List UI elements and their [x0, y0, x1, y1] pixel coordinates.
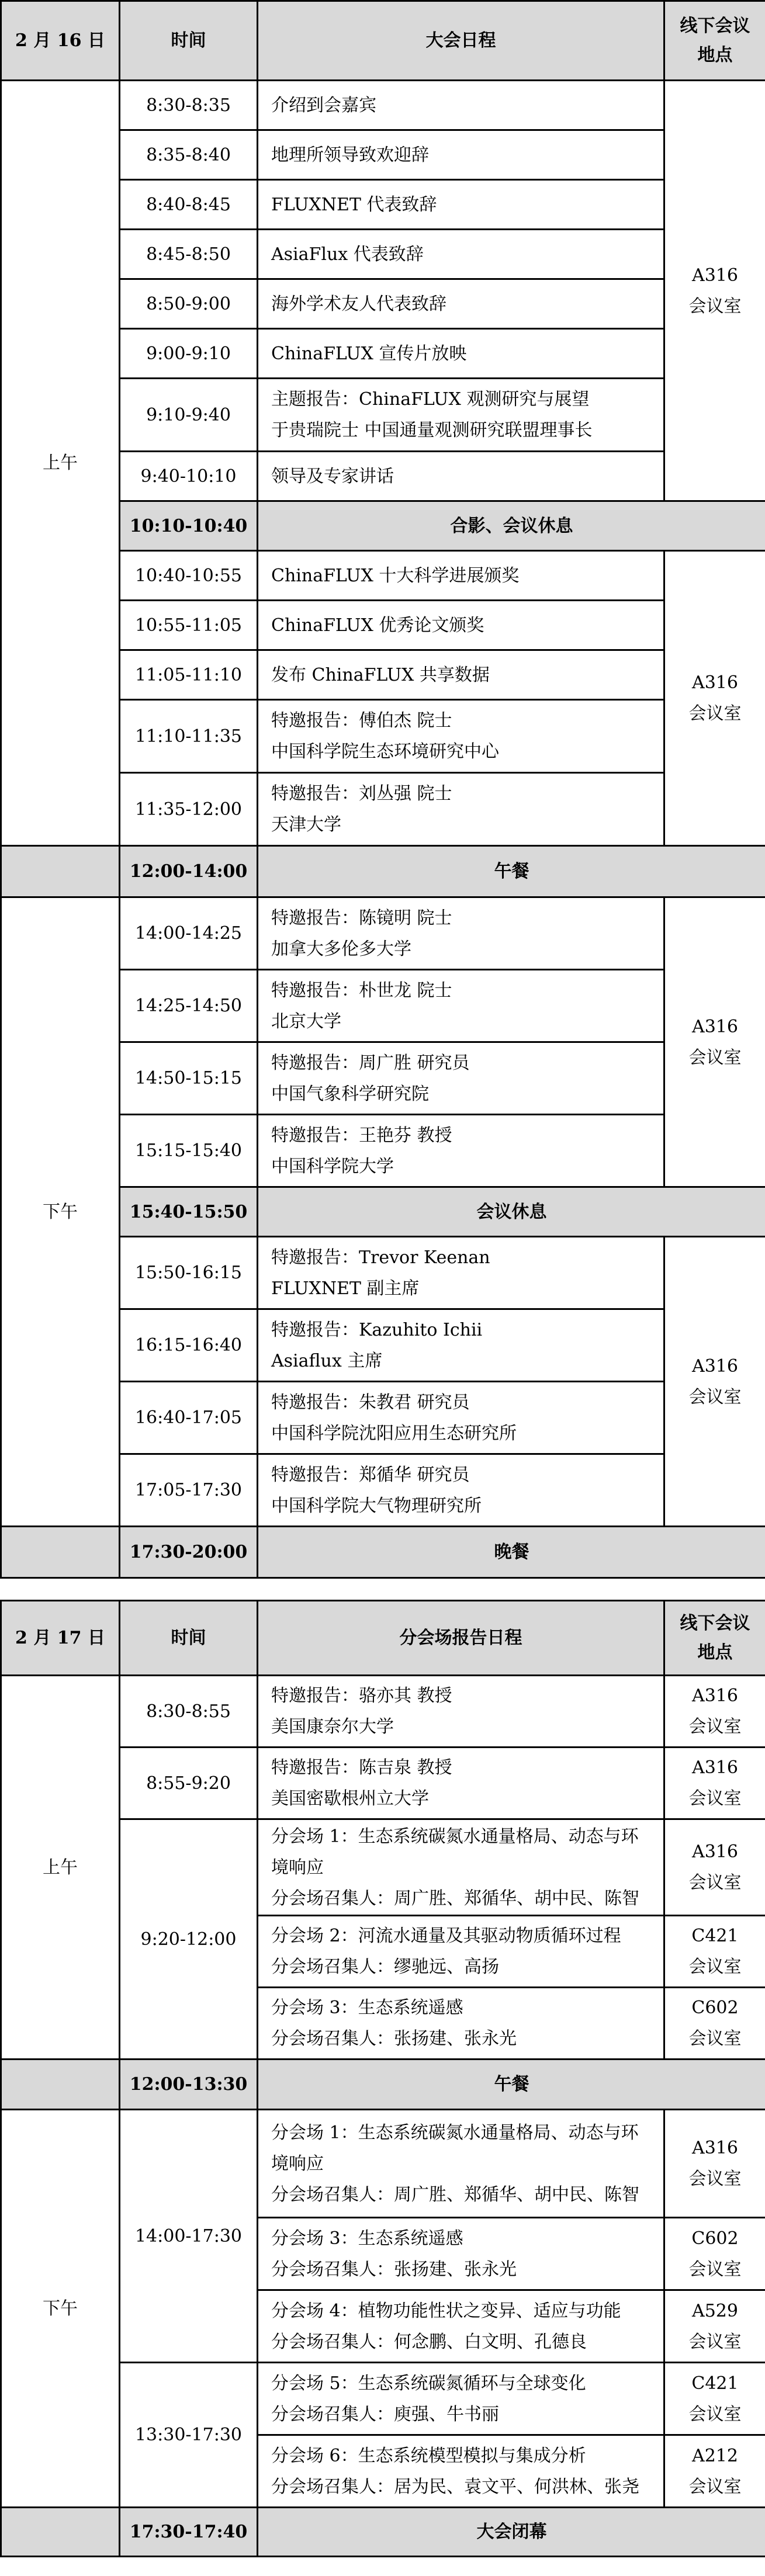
agenda-item-line1: 特邀报告：陈吉泉 教授	[271, 1757, 452, 1778]
venue-room: A316	[692, 1686, 738, 1706]
time-cell: 8:35-8:40	[120, 130, 258, 180]
venue-suffix: 会议室	[688, 2029, 742, 2049]
venue-cell	[664, 1916, 765, 1988]
time-cell: 8:30-8:55	[120, 1676, 258, 1748]
agenda-item-line2: 于贵瑞院士 中国通量观测研究联盟理事长	[271, 420, 593, 441]
agenda-item-line2: 中国气象科学研究院	[271, 1083, 429, 1104]
time-cell: 9:40-10:10	[120, 452, 258, 501]
table-row	[1, 897, 765, 970]
agenda-item-line2: 分会场召集人：居为民、袁文平、何洪林、张尧	[271, 2476, 639, 2497]
venue-room: A316	[692, 1842, 738, 1862]
agenda-item-line1: 特邀报告：Trevor Keenan	[271, 1247, 490, 1268]
agenda-item-line2: 中国科学院生态环境研究中心	[271, 741, 499, 762]
agenda-item	[258, 1454, 664, 1527]
agenda-item-line2: 中国科学院大学	[271, 1156, 394, 1177]
venue-cell	[664, 1748, 765, 1819]
agenda-item	[258, 2435, 664, 2508]
time-cell: 15:15-15:40	[120, 1115, 258, 1187]
agenda-item	[258, 1309, 664, 1382]
agenda-item-line1: 特邀报告：傅伯杰 院士	[271, 710, 452, 731]
venue-cell	[664, 1676, 765, 1748]
venue-cell	[664, 1237, 765, 1527]
agenda-item-line2: 境响应	[271, 1857, 324, 1878]
venue-suffix: 会议室	[688, 703, 742, 724]
time-cell: 8:50-9:00	[120, 279, 258, 329]
morning-label: 上午	[1, 81, 120, 846]
agenda-item	[258, 700, 664, 773]
venue-room: A316	[692, 672, 738, 693]
agenda-item	[258, 1115, 664, 1187]
venue-cell	[664, 2218, 765, 2290]
agenda-item-line1: 分会场 2：河流水通量及其驱动物质循环过程	[271, 1926, 621, 1946]
table-row	[1, 1676, 765, 1748]
break-spacer	[1, 1527, 120, 1578]
venue-room: A316	[692, 1016, 738, 1037]
agenda-item-line1: 特邀报告：朴世龙 院士	[271, 980, 452, 1001]
agenda-item-line1: 分会场 5：生态系统碳氮循环与全球变化	[271, 2373, 586, 2394]
agenda-item-line2: 天津大学	[271, 814, 341, 835]
venue-suffix: 会议室	[688, 1386, 742, 1407]
agenda-item-line1: 主题报告：ChinaFLUX 观测研究与展望	[271, 389, 590, 410]
agenda-item-line1: 特邀报告：陈镜明 院士	[271, 907, 452, 928]
break-label: 大会闭幕	[258, 2508, 765, 2557]
break-time: 15:40-15:50	[120, 1187, 258, 1237]
time-header: 时间	[120, 1601, 258, 1676]
time-cell: 15:50-16:15	[120, 1237, 258, 1309]
agenda-item	[258, 897, 664, 970]
venue-cell	[664, 551, 765, 846]
venue-suffix: 会议室	[688, 1717, 742, 1737]
venue-header-line1: 线下会议	[680, 15, 750, 36]
time-cell: 10:40-10:55	[120, 551, 258, 601]
break-label: 午餐	[258, 2060, 765, 2110]
agenda-item: ChinaFLUX 宣传片放映	[258, 329, 664, 379]
agenda-item-line1: 分会场 6：生态系统模型模拟与集成分析	[271, 2445, 586, 2466]
agenda-item-line1: 特邀报告：Kazuhito Ichii	[271, 1319, 483, 1340]
agenda-item-line2: 中国科学院大气物理研究所	[271, 1495, 482, 1516]
agenda-item-line2: 分会场召集人：张扬建、张永光	[271, 2259, 517, 2280]
venue-cell	[664, 1988, 765, 2060]
venue-room: A316	[692, 265, 738, 286]
time-cell: 8:30-8:35	[120, 81, 258, 130]
agenda-item-line2: 中国科学院沈阳应用生态研究所	[271, 1423, 517, 1444]
agenda-item-line1: 分会场 1：生态系统碳氮水通量格局、动态与环	[271, 1826, 639, 1847]
venue-header-line1: 线下会议	[680, 1613, 750, 1634]
venue-room: A316	[692, 1757, 738, 1778]
time-cell: 16:15-16:40	[120, 1309, 258, 1382]
agenda-item-line1: 特邀报告：刘丛强 院士	[271, 783, 452, 804]
venue-header	[664, 1, 765, 81]
agenda-item-line2: 分会场召集人：何念鹏、白文明、孔德良	[271, 2331, 587, 2352]
agenda-item-line2: 分会场召集人：庾强、牛书丽	[271, 2404, 499, 2425]
venue-suffix: 会议室	[688, 2331, 742, 2352]
venue-suffix: 会议室	[688, 1047, 742, 1068]
venue-suffix: 会议室	[688, 2169, 742, 2189]
time-header: 时间	[120, 1, 258, 81]
date-header: 2 月 16 日	[1, 1, 120, 81]
agenda-item-line2: 北京大学	[271, 1011, 341, 1032]
agenda-item	[258, 1382, 664, 1454]
time-cell: 8:40-8:45	[120, 180, 258, 230]
venue-cell	[664, 81, 765, 501]
time-cell: 8:45-8:50	[120, 230, 258, 279]
time-cell: 9:00-9:10	[120, 329, 258, 379]
table-row	[1, 81, 765, 130]
agenda-item	[258, 1819, 664, 1916]
agenda-item-line1: 特邀报告：周广胜 研究员	[271, 1052, 470, 1073]
agenda-item: 发布 ChinaFLUX 共享数据	[258, 650, 664, 700]
time-cell: 11:10-11:35	[120, 700, 258, 773]
agenda-item-line2: 美国密歇根州立大学	[271, 1788, 429, 1809]
agenda-item: 领导及专家讲话	[258, 452, 664, 501]
agenda-header: 大会日程	[258, 1, 664, 81]
agenda-item: AsiaFlux 代表致辞	[258, 230, 664, 279]
venue-room: A212	[692, 2445, 738, 2466]
agenda-item-line1: 分会场 4：植物功能性状之变异、适应与功能	[271, 2300, 621, 2321]
time-cell: 14:25-14:50	[120, 970, 258, 1042]
agenda-item-line3: 分会场召集人：周广胜、郑循华、胡中民、陈智	[271, 1888, 639, 1909]
venue-cell	[664, 2435, 765, 2508]
break-time: 12:00-13:30	[120, 2060, 258, 2110]
agenda-item-line1: 特邀报告：郑循华 研究员	[271, 1464, 470, 1485]
venue-suffix: 会议室	[688, 2476, 742, 2497]
venue-suffix: 会议室	[688, 1873, 742, 1893]
time-cell: 17:05-17:30	[120, 1454, 258, 1527]
time-cell: 9:20-12:00	[120, 1819, 258, 2060]
agenda-item	[258, 970, 664, 1042]
venue-suffix: 会议室	[688, 1788, 742, 1809]
time-cell: 11:35-12:00	[120, 773, 258, 846]
agenda-item-line2: 分会场召集人：张扬建、张永光	[271, 2029, 517, 2049]
break-spacer	[1, 2060, 120, 2110]
afternoon-label: 下午	[1, 897, 120, 1527]
agenda-item	[258, 1042, 664, 1115]
agenda-item	[258, 2110, 664, 2218]
venue-header-line2: 地点	[697, 1642, 733, 1663]
time-cell: 16:40-17:05	[120, 1382, 258, 1454]
agenda-item	[258, 379, 664, 452]
agenda-item-line1: 分会场 3：生态系统遥感	[271, 1998, 463, 2018]
break-label: 午餐	[258, 846, 765, 897]
agenda-item	[258, 1237, 664, 1309]
break-time: 17:30-17:40	[120, 2508, 258, 2557]
venue-suffix: 会议室	[688, 2259, 742, 2280]
break-label: 晚餐	[258, 1527, 765, 1578]
time-cell: 11:05-11:10	[120, 650, 258, 700]
agenda-item-line1: 特邀报告：骆亦其 教授	[271, 1686, 452, 1706]
afternoon-label: 下午	[1, 2110, 120, 2508]
venue-cell	[664, 2290, 765, 2363]
agenda-item-line2: 美国康奈尔大学	[271, 1717, 394, 1737]
venue-cell	[664, 2363, 765, 2435]
break-label: 会议休息	[258, 1187, 765, 1237]
agenda-item: 海外学术友人代表致辞	[258, 279, 664, 329]
agenda-item	[258, 2218, 664, 2290]
agenda-item-line2: 加拿大多伦多大学	[271, 938, 411, 959]
agenda-item: ChinaFLUX 优秀论文颁奖	[258, 601, 664, 650]
time-cell: 13:30-17:30	[120, 2363, 258, 2508]
venue-room: C421	[691, 1926, 739, 1946]
agenda-item	[258, 1988, 664, 2060]
venue-cell	[664, 1819, 765, 1916]
break-row	[1, 2508, 765, 2557]
venue-suffix: 会议室	[688, 1957, 742, 1977]
day2-header-row	[1, 1601, 765, 1676]
venue-header-line2: 地点	[697, 44, 733, 65]
time-cell: 14:00-17:30	[120, 2110, 258, 2363]
agenda-item-line2: Asiaflux 主席	[271, 1350, 383, 1371]
venue-room: A316	[692, 2138, 738, 2158]
venue-room: A529	[692, 2300, 738, 2321]
venue-room: C421	[691, 2373, 739, 2394]
agenda-item-line3: 分会场召集人：周广胜、郑循华、胡中民、陈智	[271, 2184, 639, 2205]
break-row	[1, 1527, 765, 1578]
table-row	[1, 2110, 765, 2218]
agenda-item-line1: 特邀报告：朱教君 研究员	[271, 1392, 470, 1413]
day2-schedule-table	[0, 1600, 765, 2557]
agenda-item: 介绍到会嘉宾	[258, 81, 664, 130]
date-header: 2 月 17 日	[1, 1601, 120, 1676]
break-time: 12:00-14:00	[120, 846, 258, 897]
agenda-item-line2: FLUXNET 副主席	[271, 1278, 420, 1299]
time-cell: 14:00-14:25	[120, 897, 258, 970]
break-row	[1, 2060, 765, 2110]
time-cell: 14:50-15:15	[120, 1042, 258, 1115]
time-cell: 9:10-9:40	[120, 379, 258, 452]
venue-cell	[664, 897, 765, 1187]
agenda-item-line1: 特邀报告：王艳芬 教授	[271, 1125, 452, 1146]
time-cell: 8:55-9:20	[120, 1748, 258, 1819]
venue-room: C602	[691, 1998, 739, 2018]
agenda-item: 地理所领导致欢迎辞	[258, 130, 664, 180]
agenda-item	[258, 1916, 664, 1988]
break-row	[1, 846, 765, 897]
break-spacer	[1, 846, 120, 897]
agenda-item: FLUXNET 代表致辞	[258, 180, 664, 230]
agenda-item: ChinaFLUX 十大科学进展颁奖	[258, 551, 664, 601]
venue-room: A316	[692, 1355, 738, 1377]
agenda-item-line1: 分会场 1：生态系统碳氮水通量格局、动态与环	[271, 2122, 639, 2143]
break-spacer	[1, 2508, 120, 2557]
agenda-item	[258, 773, 664, 846]
break-label: 合影、会议休息	[258, 501, 765, 551]
break-time: 10:10-10:40	[120, 501, 258, 551]
venue-suffix: 会议室	[688, 296, 742, 317]
break-time: 17:30-20:00	[120, 1527, 258, 1578]
agenda-item-line2: 分会场召集人：缪驰远、高扬	[271, 1957, 499, 1977]
agenda-item	[258, 2290, 664, 2363]
agenda-header: 分会场报告日程	[258, 1601, 664, 1676]
venue-suffix: 会议室	[688, 2404, 742, 2425]
agenda-item-line1: 分会场 3：生态系统遥感	[271, 2228, 463, 2249]
venue-room: C602	[691, 2228, 739, 2249]
agenda-item	[258, 1748, 664, 1819]
agenda-item	[258, 1676, 664, 1748]
day1-header-row	[1, 1, 765, 81]
agenda-item	[258, 2363, 664, 2435]
venue-header	[664, 1601, 765, 1676]
morning-label: 上午	[1, 1676, 120, 2060]
time-cell: 10:55-11:05	[120, 601, 258, 650]
venue-cell	[664, 2110, 765, 2218]
agenda-item-line2: 境响应	[271, 2153, 324, 2174]
